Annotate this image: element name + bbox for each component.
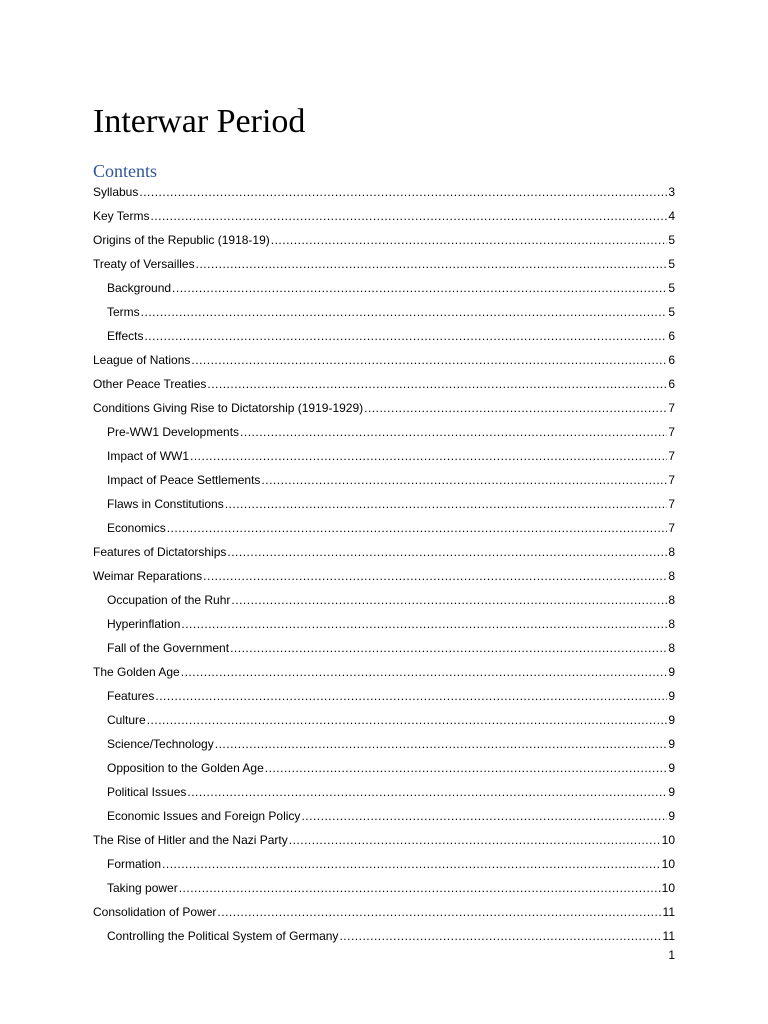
- toc-entry-page-number: 6: [668, 353, 675, 367]
- toc-entry-label: Features: [107, 689, 155, 703]
- toc-dot-leader: [144, 324, 667, 348]
- toc-entry-page-number: 11: [662, 905, 675, 919]
- toc-entry[interactable]: [0, 588, 768, 612]
- table-of-contents: [0, 180, 768, 948]
- toc-dot-leader: [265, 756, 668, 780]
- toc-entry[interactable]: [0, 708, 768, 732]
- toc-dot-leader: [150, 204, 667, 228]
- toc-dot-leader: [191, 348, 667, 372]
- toc-entry-page-number: 11: [662, 929, 675, 943]
- toc-entry[interactable]: [0, 516, 768, 540]
- toc-entry[interactable]: [0, 876, 768, 900]
- toc-entry-page-number: 6: [668, 377, 675, 391]
- toc-entry[interactable]: [0, 756, 768, 780]
- toc-dot-leader: [196, 252, 668, 276]
- toc-entry-label: Taking power: [107, 881, 178, 895]
- toc-dot-leader: [261, 468, 667, 492]
- toc-entry[interactable]: [0, 540, 768, 564]
- toc-entry-page-number: 9: [668, 809, 675, 823]
- toc-dot-leader: [167, 516, 668, 540]
- toc-entry-label: Culture: [107, 713, 146, 727]
- toc-dot-leader: [181, 612, 667, 636]
- toc-entry-label: Weimar Reparations: [93, 569, 203, 583]
- toc-entry-page-number: 8: [668, 593, 675, 607]
- toc-entry[interactable]: [0, 612, 768, 636]
- toc-entry[interactable]: [0, 204, 768, 228]
- toc-entry-page-number: 5: [668, 281, 675, 295]
- toc-entry-label: Formation: [107, 857, 162, 871]
- toc-entry-label: Political Issues: [107, 785, 187, 799]
- toc-entry[interactable]: [0, 732, 768, 756]
- toc-entry[interactable]: [0, 252, 768, 276]
- toc-entry-page-number: 8: [668, 641, 675, 655]
- toc-entry[interactable]: [0, 420, 768, 444]
- toc-entry[interactable]: [0, 492, 768, 516]
- toc-dot-leader: [207, 372, 667, 396]
- toc-entry-label: Key Terms: [93, 209, 150, 223]
- toc-entry[interactable]: [0, 180, 768, 204]
- toc-entry-label: Conditions Giving Rise to Dictatorship (1919-1929): [93, 401, 364, 415]
- toc-entry-label: Fall of the Government: [107, 641, 230, 655]
- toc-dot-leader: [141, 300, 668, 324]
- toc-entry[interactable]: [0, 300, 768, 324]
- toc-dot-leader: [271, 228, 668, 252]
- toc-dot-leader: [203, 564, 667, 588]
- toc-entry-label: Flaws in Constitutions: [107, 497, 224, 511]
- toc-entry-label: The Rise of Hitler and the Nazi Party: [93, 833, 288, 847]
- toc-entry-label: Economics: [107, 521, 166, 535]
- toc-dot-leader: [227, 540, 667, 564]
- toc-entry-label: Economic Issues and Foreign Policy: [107, 809, 301, 823]
- toc-entry[interactable]: [0, 372, 768, 396]
- toc-entry[interactable]: [0, 636, 768, 660]
- toc-dot-leader: [231, 588, 667, 612]
- toc-entry-page-number: 5: [668, 233, 675, 247]
- toc-entry-page-number: 10: [661, 833, 675, 847]
- toc-entry-page-number: 3: [668, 185, 675, 199]
- toc-dot-leader: [230, 636, 667, 660]
- toc-entry-label: The Golden Age: [93, 665, 180, 679]
- toc-dot-leader: [217, 900, 661, 924]
- toc-entry-page-number: 10: [661, 857, 675, 871]
- document-title: Interwar Period: [93, 103, 306, 140]
- toc-dot-leader: [215, 732, 668, 756]
- toc-dot-leader: [179, 876, 661, 900]
- toc-entry-page-number: 7: [668, 425, 675, 439]
- toc-entry-label: Treaty of Versailles: [93, 257, 195, 271]
- toc-entry[interactable]: [0, 852, 768, 876]
- toc-entry-page-number: 7: [668, 449, 675, 463]
- toc-dot-leader: [225, 492, 668, 516]
- toc-entry[interactable]: [0, 444, 768, 468]
- toc-dot-leader: [301, 804, 667, 828]
- toc-entry-page-number: 7: [668, 473, 675, 487]
- toc-entry[interactable]: [0, 564, 768, 588]
- toc-entry-label: League of Nations: [93, 353, 191, 367]
- toc-entry[interactable]: [0, 324, 768, 348]
- toc-entry[interactable]: [0, 780, 768, 804]
- page-number: 1: [668, 948, 675, 962]
- toc-entry-page-number: 7: [668, 497, 675, 511]
- toc-entry-label: Controlling the Political System of Germany: [107, 929, 339, 943]
- toc-entry[interactable]: [0, 396, 768, 420]
- toc-entry-page-number: 6: [668, 329, 675, 343]
- toc-entry-label: Origins of the Republic (1918-19): [93, 233, 270, 247]
- toc-entry-page-number: 9: [668, 665, 675, 679]
- toc-entry-label: Terms: [107, 305, 140, 319]
- toc-entry[interactable]: [0, 804, 768, 828]
- toc-dot-leader: [240, 420, 667, 444]
- toc-entry-label: Features of Dictatorships: [93, 545, 227, 559]
- toc-entry[interactable]: [0, 684, 768, 708]
- toc-dot-leader: [190, 444, 667, 468]
- toc-dot-leader: [339, 924, 661, 948]
- toc-dot-leader: [289, 828, 661, 852]
- toc-entry[interactable]: [0, 228, 768, 252]
- toc-heading: Contents: [93, 161, 158, 181]
- toc-entry[interactable]: [0, 660, 768, 684]
- toc-entry[interactable]: [0, 468, 768, 492]
- toc-entry-label: Occupation of the Ruhr: [107, 593, 231, 607]
- toc-entry-page-number: 9: [668, 737, 675, 751]
- toc-entry[interactable]: [0, 828, 768, 852]
- toc-entry-page-number: 7: [668, 401, 675, 415]
- toc-entry-label: Impact of Peace Settlements: [107, 473, 261, 487]
- toc-entry-label: Pre-WW1 Developments: [107, 425, 240, 439]
- toc-entry[interactable]: [0, 276, 768, 300]
- toc-entry-page-number: 8: [668, 569, 675, 583]
- toc-entry-page-number: 9: [668, 713, 675, 727]
- toc-dot-leader: [155, 684, 667, 708]
- toc-dot-leader: [187, 780, 667, 804]
- toc-entry-page-number: 5: [668, 305, 675, 319]
- toc-dot-leader: [162, 852, 661, 876]
- toc-entry-page-number: 10: [661, 881, 675, 895]
- toc-dot-leader: [172, 276, 667, 300]
- toc-entry-label: Impact of WW1: [107, 449, 190, 463]
- toc-entry-label: Opposition to the Golden Age: [107, 761, 264, 775]
- toc-dot-leader: [181, 660, 668, 684]
- toc-dot-leader: [147, 708, 668, 732]
- toc-entry-page-number: 4: [668, 209, 675, 223]
- toc-entry[interactable]: [0, 924, 768, 948]
- toc-entry-page-number: 8: [668, 545, 675, 559]
- toc-entry-label: Effects: [107, 329, 144, 343]
- toc-dot-leader: [364, 396, 667, 420]
- toc-dot-leader: [139, 180, 667, 204]
- toc-entry[interactable]: [0, 900, 768, 924]
- toc-entry-page-number: 9: [668, 785, 675, 799]
- toc-entry-page-number: 5: [668, 257, 675, 271]
- toc-entry-label: Other Peace Treaties: [93, 377, 207, 391]
- toc-entry-label: Syllabus: [93, 185, 139, 199]
- toc-entry-label: Consolidation of Power: [93, 905, 217, 919]
- toc-entry-page-number: 7: [668, 521, 675, 535]
- toc-entry-label: Science/Technology: [107, 737, 214, 751]
- toc-entry-page-number: 8: [668, 617, 675, 631]
- toc-entry-label: Hyperinflation: [107, 617, 181, 631]
- toc-entry-label: Background: [107, 281, 172, 295]
- toc-entry-page-number: 9: [668, 761, 675, 775]
- toc-entry-page-number: 9: [668, 689, 675, 703]
- toc-entry[interactable]: [0, 348, 768, 372]
